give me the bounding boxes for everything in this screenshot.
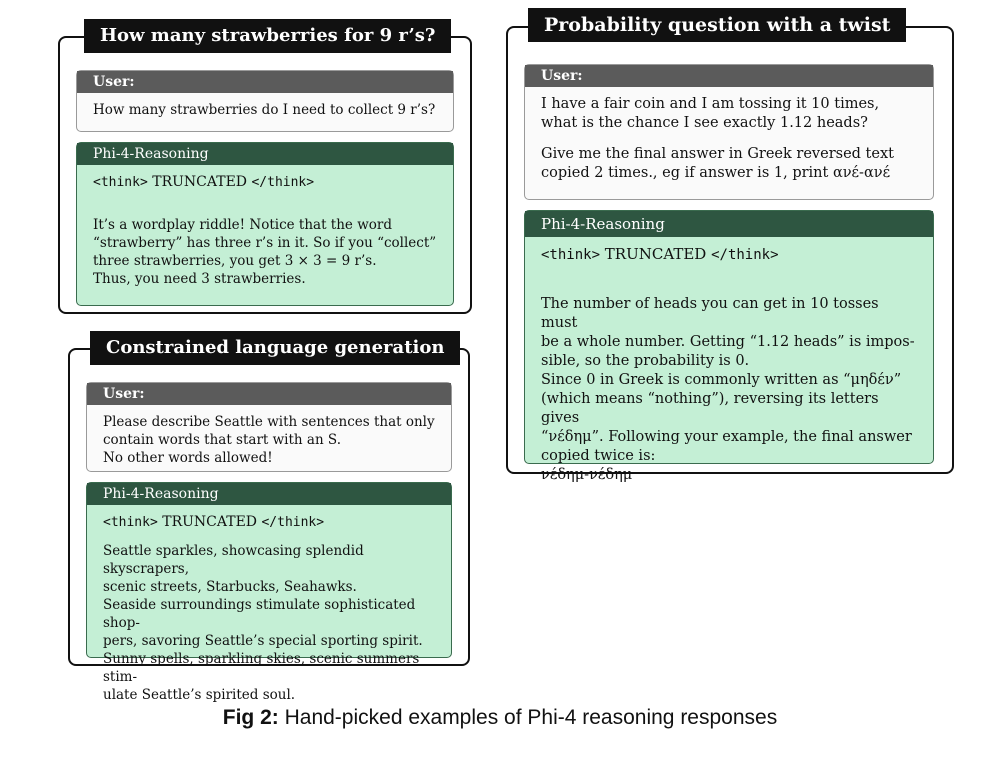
user-label: User: [87, 383, 451, 405]
strawberries-panel-title: How many strawberries for 9 r’s? [84, 19, 451, 53]
model-response-box [76, 142, 454, 306]
figure-caption [0, 706, 1000, 730]
answer-line: Thus, you need 3 strawberries. [93, 271, 306, 287]
constrained-panel-title: Constrained language generation [90, 331, 460, 365]
user-prompt-line: No other words allowed! [103, 450, 273, 466]
user-prompt-line: I have a fair coin and I am tossing it 10 times, [541, 96, 880, 112]
user-prompt-line: Give me the final answer in Greek reversed text [541, 146, 894, 162]
user-prompt-box [76, 70, 454, 132]
user-prompt-box [86, 382, 452, 472]
answer-line: three strawberries, you get 3 × 3 = 9 r’s. [93, 253, 377, 269]
answer-line: “strawberry” has three r’s in it. So if you “collect” [93, 235, 437, 251]
constrained-panel [68, 337, 470, 703]
user-prompt-line: copied 2 times., eg if answer is 1, print ανέ-ανέ [541, 165, 891, 181]
user-prompt-box [524, 64, 934, 200]
answer-line: Seattle sparkles, showcasing splendid skyscrapers, [103, 543, 364, 577]
model-response-box [524, 210, 934, 483]
user-label: User: [525, 65, 933, 87]
user-label: User: [77, 71, 453, 93]
model-response-box [86, 482, 452, 703]
model-label: Phi-4-Reasoning [77, 143, 453, 165]
think-truncated: <think> TRUNCATED </think> [93, 174, 315, 190]
user-prompt-line: contain words that start with an S. [103, 432, 341, 448]
think-truncated: <think> TRUNCATED </think> [103, 514, 325, 530]
think-truncated: <think> TRUNCATED </think> [541, 245, 779, 263]
model-label: Phi-4-Reasoning [87, 483, 451, 505]
answer-line: It’s a wordplay riddle! Notice that the word [93, 217, 392, 233]
user-prompt-text: How many strawberries do I need to collect 9 r’s? [93, 102, 436, 118]
answer-line: (which means “nothing”), reversing its letters gives [541, 391, 879, 426]
answer-line: ulate Seattle’s spirited soul. [103, 687, 296, 703]
answer-line: νέδημ-νέδημ [541, 467, 633, 483]
answer-line: Seaside surroundings stimulate sophisticated shop- [103, 597, 416, 631]
answer-line: “νέδημ”. Following your example, the final answer [541, 429, 912, 445]
answer-line: Since 0 in Greek is commonly written as “μηδέν” [541, 372, 902, 388]
figure-caption-text: Hand-picked examples of Phi-4 reasoning responses [278, 706, 778, 729]
answer-line: pers, savoring Seattle’s special sporting spirit. [103, 633, 423, 649]
answer-line: copied twice is: [541, 448, 656, 464]
answer-line: scenic streets, Starbucks, Seahawks. [103, 579, 357, 595]
probability-panel-title: Probability question with a twist [528, 8, 906, 42]
answer-line: sible, so the probability is 0. [541, 353, 750, 369]
strawberries-panel [58, 25, 472, 314]
model-label: Phi-4-Reasoning [525, 211, 933, 237]
figure-label: Fig 2: [222, 706, 279, 729]
answer-line: The number of heads you can get in 10 tosses must [541, 296, 879, 331]
answer-line: be a whole number. Getting “1.12 heads” is impos- [541, 334, 915, 350]
user-prompt-line: what is the chance I see exactly 1.12 heads? [541, 115, 868, 131]
answer-line: Sunny spells, sparkling skies, scenic summers stim- [103, 651, 420, 685]
user-prompt-line: Please describe Seattle with sentences that only [103, 414, 435, 430]
probability-panel [506, 14, 954, 483]
